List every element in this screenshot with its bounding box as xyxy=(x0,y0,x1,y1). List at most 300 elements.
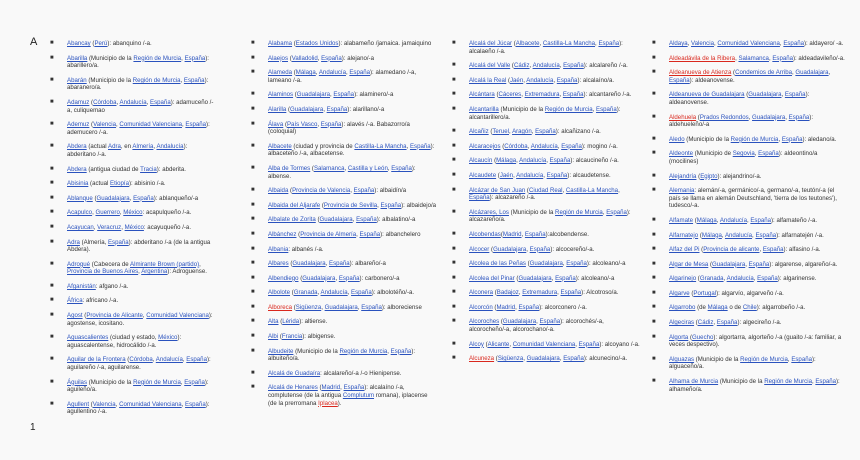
wiki-link[interactable]: Alcantarilla xyxy=(469,105,499,113)
wiki-link[interactable]: España xyxy=(791,355,812,363)
wiki-link[interactable]: España xyxy=(185,121,207,129)
entry-text: ): aguascalentense, hidrocálido /-a. xyxy=(67,334,182,349)
wiki-link[interactable]: España xyxy=(596,105,617,113)
wiki-link[interactable]: Guadalajara xyxy=(712,260,746,268)
entry-text: ): alejandrino/-a. xyxy=(717,172,762,180)
wiki-link[interactable]: Comunidad Valenciana xyxy=(717,40,780,47)
wiki-link[interactable]: España xyxy=(748,260,770,268)
wiki-link[interactable]: España xyxy=(563,62,584,70)
entry-text: , xyxy=(557,142,562,150)
wiki-link[interactable]: España xyxy=(561,142,582,150)
wiki-link[interactable]: Valencia xyxy=(92,400,116,408)
wiki-link[interactable]: Málaga xyxy=(696,216,717,224)
wiki-link[interactable]: Aldaya xyxy=(669,40,688,47)
wiki-link[interactable]: Cáceres xyxy=(498,91,522,99)
wiki-link[interactable]: España xyxy=(784,91,806,99)
wiki-link[interactable]: España xyxy=(359,230,381,238)
wiki-link[interactable]: Albalate de Zorita xyxy=(268,216,316,224)
wiki-link[interactable]: México xyxy=(123,209,143,217)
wiki-link[interactable]: España xyxy=(781,135,803,143)
wiki-link[interactable]: España xyxy=(566,260,587,268)
entry-text: , xyxy=(377,201,381,209)
wiki-link[interactable]: Guerrero xyxy=(95,209,120,217)
wiki-link[interactable]: España xyxy=(578,340,600,348)
wiki-link[interactable]: Aldeanueva de Guadalajara xyxy=(669,91,745,99)
wiki-link[interactable]: Segovia xyxy=(732,150,755,158)
wiki-link[interactable]: España xyxy=(750,216,772,224)
wiki-link[interactable]: Albaida xyxy=(268,187,289,195)
wiki-link[interactable]: Región de Murcia xyxy=(544,105,593,113)
wiki-link[interactable]: Algeciras xyxy=(669,319,695,327)
entry-text: ): abderitano /-a (de la antigua Abdera). xyxy=(67,238,211,254)
wiki-link[interactable]: Albánchez xyxy=(268,230,297,238)
wiki-link[interactable]: Albania xyxy=(268,245,289,253)
wiki-link[interactable]: España xyxy=(333,91,355,99)
wiki-link[interactable]: Guadalajara xyxy=(752,113,786,121)
wiki-link[interactable]: Alcañiz xyxy=(469,128,489,136)
wiki-link[interactable]: Castilla y León xyxy=(347,164,388,172)
wiki-link[interactable]: España xyxy=(356,216,377,224)
wiki-link[interactable]: Guadalajara xyxy=(96,194,130,202)
wiki-link[interactable]: Provincia de Valencia xyxy=(292,187,351,195)
wiki-link[interactable]: España xyxy=(562,91,584,99)
wiki-link[interactable]: España xyxy=(757,275,778,283)
list-item xyxy=(452,303,641,312)
wiki-link[interactable]: Alcaucín xyxy=(469,157,493,165)
wiki-link[interactable]: España xyxy=(390,347,412,355)
wiki-link[interactable]: España xyxy=(349,69,371,77)
missing-page-link[interactable]: Aldeanueva de Atienza xyxy=(669,69,732,77)
wiki-link[interactable]: España xyxy=(107,238,129,246)
entry-text: ( xyxy=(514,274,519,282)
wiki-link[interactable]: Guadalajara xyxy=(502,318,537,326)
wiki-link[interactable]: Abisinia xyxy=(67,180,89,188)
wiki-link[interactable]: España xyxy=(409,142,431,150)
wiki-link[interactable]: España xyxy=(560,289,582,297)
wiki-link[interactable]: Sigüenza xyxy=(295,303,322,311)
wiki-link[interactable]: España xyxy=(755,231,777,239)
wiki-link[interactable]: Córdoba xyxy=(93,98,117,106)
bullet-icon: ■ xyxy=(452,303,456,310)
wiki-link[interactable]: Alfamate xyxy=(669,216,694,224)
bullet-icon: ■ xyxy=(452,318,456,325)
entry-text: , xyxy=(553,76,557,84)
wiki-link[interactable]: España xyxy=(669,76,690,84)
wiki-link[interactable]: Alhama de Murcia xyxy=(669,378,719,386)
wiki-link[interactable]: España xyxy=(343,384,365,392)
wiki-link[interactable]: España xyxy=(606,208,627,216)
wiki-link[interactable]: Alcorcón xyxy=(469,303,493,311)
wiki-link[interactable]: Guecho xyxy=(692,333,714,341)
wiki-link[interactable]: Algorta xyxy=(669,333,689,341)
wiki-link[interactable]: Albares xyxy=(268,260,289,268)
wiki-link[interactable]: España xyxy=(563,355,584,363)
wiki-link[interactable]: Málaga xyxy=(295,69,316,77)
wiki-link[interactable]: Región de Murcia xyxy=(132,76,181,84)
wiki-link[interactable]: Ablanque xyxy=(67,194,93,202)
wiki-link[interactable]: Guadalajara xyxy=(324,303,358,311)
wiki-link[interactable]: España xyxy=(353,187,375,195)
bullet-icon: ■ xyxy=(452,274,456,281)
wiki-link[interactable]: España xyxy=(549,157,571,165)
wiki-link[interactable]: Alcoy xyxy=(469,340,484,348)
entry-text: , xyxy=(527,142,531,150)
wiki-link[interactable]: España xyxy=(535,128,556,136)
wiki-link[interactable]: Álava xyxy=(268,120,284,128)
wiki-link[interactable]: España xyxy=(150,98,171,106)
wiki-link[interactable]: España xyxy=(186,356,207,364)
entry-text: , xyxy=(618,186,620,194)
wiki-link[interactable]: Madrid xyxy=(502,230,522,238)
wiki-link[interactable]: Granada xyxy=(699,275,724,283)
wiki-link[interactable]: Andalucía xyxy=(530,142,558,150)
wiki-link[interactable]: España xyxy=(133,194,154,202)
wiki-link[interactable]: Provincia de Buenos Aires xyxy=(67,268,139,276)
wiki-link[interactable]: Comunidad Valenciana xyxy=(146,312,209,320)
wiki-link[interactable]: Algarinejo xyxy=(669,275,697,283)
wiki-link[interactable]: Salamanca xyxy=(313,164,345,172)
entry-text: , xyxy=(129,194,134,202)
wiki-link[interactable]: España xyxy=(716,319,738,327)
wiki-link[interactable]: Alarilla xyxy=(268,105,287,113)
wiki-link[interactable]: Adamuz xyxy=(67,98,90,106)
missing-page-link[interactable]: Alcuneza xyxy=(469,355,495,363)
entry-text: ): aledano/a. xyxy=(802,135,837,143)
list-item xyxy=(251,369,438,378)
wiki-link[interactable]: Alcoroches xyxy=(469,318,500,326)
wiki-link[interactable]: España xyxy=(351,289,372,297)
wiki-link[interactable]: Málaga xyxy=(707,304,728,312)
wiki-link[interactable]: Alejandría xyxy=(669,172,697,180)
wiki-link[interactable]: España xyxy=(598,40,620,47)
wiki-link[interactable]: Adra xyxy=(67,238,80,246)
wiki-link[interactable]: Salamanca xyxy=(738,54,769,62)
wiki-link[interactable]: España xyxy=(320,120,342,128)
wiki-link[interactable]: España xyxy=(555,274,576,282)
wiki-link[interactable]: Andalucía xyxy=(726,275,754,283)
wiki-link[interactable]: Alcalá de Guadaíra xyxy=(268,369,321,377)
column-3 xyxy=(452,40,641,370)
wiki-link[interactable]: Alameda xyxy=(268,69,293,77)
wiki-link[interactable]: España xyxy=(184,378,205,386)
wiki-link[interactable]: Etiopía xyxy=(110,180,130,188)
wiki-link[interactable]: Perú xyxy=(94,40,108,47)
wiki-link[interactable]: Madrid xyxy=(321,384,341,392)
wiki-link[interactable]: Albudeite xyxy=(268,347,294,355)
wiki-link[interactable]: Aragón xyxy=(512,128,532,136)
wiki-link[interactable]: Castilla-La Mancha xyxy=(354,142,407,150)
page-number: 1 xyxy=(30,422,36,433)
wiki-link[interactable]: Castilla-La Mancha xyxy=(542,40,596,47)
wiki-link[interactable]: Abarán xyxy=(67,76,87,84)
wiki-link[interactable]: Andalucía xyxy=(320,289,348,297)
wiki-link[interactable]: Córdoba xyxy=(504,142,528,150)
missing-page-link[interactable]: Iplacea xyxy=(318,399,338,407)
wiki-link[interactable]: Guadalajara xyxy=(319,216,353,224)
wiki-link[interactable]: Jaén xyxy=(510,76,524,84)
missing-page-link[interactable]: Alboreca xyxy=(268,303,293,311)
wiki-link[interactable]: Jaén xyxy=(499,171,514,179)
wiki-link[interactable]: Badajoz xyxy=(496,289,519,297)
wiki-link[interactable]: España xyxy=(788,113,810,121)
entry-text: ): abderita. xyxy=(156,165,186,173)
wiki-link[interactable]: Alcázar de San Juan xyxy=(469,186,526,194)
wiki-link[interactable]: Comunidad Valenciana xyxy=(119,121,182,129)
wiki-link[interactable]: Extremadura xyxy=(522,289,558,297)
wiki-link[interactable]: Almería xyxy=(132,143,154,151)
wiki-link[interactable]: Málaga xyxy=(496,157,517,165)
wiki-link[interactable]: Valencia xyxy=(691,40,714,47)
wiki-link[interactable]: Veracruz xyxy=(97,223,122,231)
wiki-link[interactable]: Francia xyxy=(281,333,303,341)
wiki-link[interactable]: Alcolea de las Peñas xyxy=(469,260,526,268)
wiki-link[interactable]: Abdera xyxy=(67,165,87,173)
wiki-link[interactable]: España xyxy=(524,230,546,238)
wiki-link[interactable]: Alfarnatejo xyxy=(669,231,699,239)
wiki-link[interactable]: Andalucía xyxy=(532,62,560,70)
wiki-link[interactable]: Andalucía xyxy=(119,98,147,106)
wiki-link[interactable]: Andalucía xyxy=(516,171,544,179)
wiki-link[interactable]: Alcolea del Pinar xyxy=(469,274,515,282)
wiki-link[interactable]: Lérida xyxy=(282,318,300,326)
wiki-link[interactable]: España xyxy=(329,260,350,268)
wiki-link[interactable]: Provincia de Almería xyxy=(300,230,357,238)
list-item xyxy=(50,334,215,349)
wiki-link[interactable]: Guadalajara xyxy=(493,245,527,253)
entry-text: ): alcalaeño /-a. xyxy=(469,40,623,55)
wiki-link[interactable]: Región de Murcia xyxy=(730,135,779,143)
bullet-icon: ■ xyxy=(652,378,656,385)
wiki-link[interactable]: España xyxy=(518,303,540,311)
wiki-link[interactable]: España xyxy=(762,246,784,254)
wiki-link[interactable]: Alcobendas xyxy=(469,230,501,238)
wiki-link[interactable]: Argentina xyxy=(141,268,168,276)
wiki-link[interactable]: España xyxy=(326,105,348,113)
wiki-link[interactable]: Valencia xyxy=(93,121,117,129)
entry-text: ( xyxy=(315,216,320,224)
wiki-link[interactable]: Teruel xyxy=(492,128,509,136)
wiki-link[interactable]: Alcalá del Júcar xyxy=(469,40,513,47)
wiki-link[interactable]: Abarilla xyxy=(67,54,88,62)
wiki-link[interactable]: Alguazas xyxy=(669,355,695,363)
wiki-link[interactable]: Alcalá del Valle xyxy=(469,62,511,70)
wiki-link[interactable]: Alfaz del Pi xyxy=(669,246,700,254)
wiki-link[interactable]: Alcaracejos xyxy=(469,142,501,150)
wiki-link[interactable]: Granada xyxy=(293,289,318,297)
wiki-link[interactable]: España xyxy=(469,194,490,202)
wiki-link[interactable]: Guadalajara xyxy=(296,91,330,99)
wiki-link[interactable]: Alicante xyxy=(487,340,510,348)
wiki-link[interactable]: Alcántara xyxy=(469,91,495,99)
wiki-link[interactable]: Extremadura xyxy=(524,91,560,99)
wiki-link[interactable]: Comunidad Valenciana xyxy=(119,400,182,408)
entry-text: , xyxy=(180,378,185,386)
entry-text: , xyxy=(781,91,785,99)
wiki-link[interactable]: Aledo xyxy=(669,135,685,143)
wiki-link[interactable]: Abdera xyxy=(67,143,87,151)
wiki-link[interactable]: España xyxy=(338,274,360,282)
wiki-link[interactable]: Córdoba xyxy=(129,356,153,364)
entry-text: ( xyxy=(483,340,488,348)
wiki-link[interactable]: España xyxy=(556,76,578,84)
wiki-link[interactable]: Madrid xyxy=(496,303,516,311)
wiki-link[interactable]: Andalucía xyxy=(719,216,747,224)
wiki-link[interactable]: Águilas xyxy=(67,378,87,386)
entry-text: ): alcaudetense. xyxy=(567,171,611,179)
wiki-link[interactable]: Agullent xyxy=(67,400,90,408)
wiki-link[interactable]: España xyxy=(183,76,205,84)
wiki-link[interactable]: Guadalajara xyxy=(518,274,552,282)
wiki-link[interactable]: Alaejos xyxy=(268,54,288,62)
list-item xyxy=(50,76,215,92)
wiki-link[interactable]: Almirante Brown (partido) xyxy=(130,260,200,268)
wiki-link[interactable]: Algar de Mesa xyxy=(669,260,709,268)
wiki-link[interactable]: Alcaudete xyxy=(469,171,497,179)
wiki-link[interactable]: Alcázares, Los xyxy=(469,208,509,216)
wiki-link[interactable]: Málaga xyxy=(701,231,722,239)
wiki-link[interactable]: Cádiz xyxy=(513,62,530,70)
entry-text: , xyxy=(735,54,739,62)
wiki-link[interactable]: Guadalajara xyxy=(292,260,326,268)
wiki-link[interactable]: Guadalajara xyxy=(748,91,782,99)
bullet-icon: ■ xyxy=(652,355,656,362)
wiki-link[interactable]: Albaida del Aljarafe xyxy=(268,201,321,209)
wiki-link[interactable]: Alba de Tormes xyxy=(268,164,311,172)
wiki-link[interactable]: Andalucía xyxy=(318,69,346,77)
wiki-link[interactable]: Región de Murcia xyxy=(740,355,788,363)
wiki-link[interactable]: Andalucía xyxy=(519,157,547,165)
wiki-link[interactable]: Egipto xyxy=(700,172,718,180)
wiki-link[interactable]: Chile xyxy=(742,304,757,312)
wiki-link[interactable]: España xyxy=(361,303,382,311)
wiki-link[interactable]: Aldeonte xyxy=(669,150,694,158)
wiki-link[interactable]: Guadalajara xyxy=(529,260,563,268)
wiki-link[interactable]: Guadalajara xyxy=(290,105,324,113)
entry-text: , xyxy=(529,62,533,70)
wiki-link[interactable]: África xyxy=(67,297,83,305)
wiki-link[interactable]: Alcocer xyxy=(469,245,490,253)
wiki-link[interactable]: España xyxy=(184,54,206,62)
wiki-link[interactable]: Alcalá la Real xyxy=(469,76,507,84)
wiki-link[interactable]: Guadalajara xyxy=(302,274,336,282)
wiki-link[interactable]: Andalucía xyxy=(526,76,554,84)
wiki-link[interactable]: Región de Murcia xyxy=(133,54,182,62)
wiki-link[interactable]: País Vasco xyxy=(286,120,318,128)
wiki-link[interactable]: Ciudad Real xyxy=(528,186,563,194)
wiki-link[interactable]: Provincia de Alicante xyxy=(86,312,143,320)
wiki-link[interactable]: Andalucía xyxy=(156,143,184,151)
wiki-link[interactable]: España xyxy=(546,171,568,179)
list-item xyxy=(251,384,438,407)
wiki-link[interactable]: Comunidad Valenciana xyxy=(512,340,576,348)
wiki-link[interactable]: Andalucía xyxy=(724,231,753,239)
wiki-link[interactable]: Alta xyxy=(268,318,279,326)
wiki-link[interactable]: Cádiz xyxy=(697,319,714,327)
wiki-link[interactable]: Algarve xyxy=(669,289,690,297)
wiki-link[interactable]: España xyxy=(321,54,342,62)
wiki-link[interactable]: Región de Murcia xyxy=(339,347,388,355)
wiki-link[interactable]: España xyxy=(758,150,779,158)
wiki-link[interactable]: Adra xyxy=(108,143,121,151)
wiki-link[interactable]: Prados Redondos xyxy=(699,113,749,121)
wiki-link[interactable]: Condemios de Arriba xyxy=(735,69,792,77)
wiki-link[interactable]: España xyxy=(529,245,551,253)
wiki-link[interactable]: Acapulco xyxy=(67,209,93,217)
entry-text: ( xyxy=(500,230,503,238)
wiki-link[interactable]: España xyxy=(380,201,402,209)
list-item xyxy=(251,105,438,114)
wiki-link[interactable]: Ademuz xyxy=(67,121,90,129)
wiki-link[interactable]: Provincia de alicante xyxy=(703,246,760,254)
wiki-link[interactable]: Región de Murcia xyxy=(133,378,181,386)
wiki-link[interactable]: México xyxy=(124,223,144,231)
wiki-link[interactable]: Tracia xyxy=(140,165,157,173)
wiki-link[interactable]: Albi xyxy=(268,333,279,341)
wiki-link[interactable]: Sigüenza xyxy=(497,355,524,363)
wiki-link[interactable]: Alaminos xyxy=(268,91,294,99)
bullet-icon: ■ xyxy=(652,304,656,311)
entry-text: ): aguilareño /-a, aguilarense. xyxy=(67,356,211,372)
wiki-link[interactable]: Alabama xyxy=(268,40,293,47)
wiki-link[interactable]: Aguascalientes xyxy=(67,334,109,342)
wiki-link[interactable]: España xyxy=(539,318,561,326)
wiki-link[interactable]: Albendiego xyxy=(268,274,299,282)
wiki-link[interactable]: Región de Murcia xyxy=(764,378,812,386)
wiki-link[interactable]: Albacete xyxy=(515,40,540,47)
wiki-link[interactable]: Estados Unidos xyxy=(295,40,339,47)
entry-text: ): alhameño/a. xyxy=(669,378,840,393)
wiki-link[interactable]: Valladolid xyxy=(291,54,318,62)
wiki-link[interactable]: México xyxy=(158,334,178,342)
entry-text: , xyxy=(387,347,391,355)
wiki-link[interactable]: España xyxy=(772,54,794,62)
wiki-link[interactable]: Castilla-La Mancha xyxy=(565,186,619,194)
wiki-link[interactable]: Afganistán xyxy=(67,282,96,290)
wiki-link[interactable]: Región de Murcia xyxy=(555,208,603,216)
wiki-link[interactable]: Albacete xyxy=(268,142,292,150)
entry-text: (Municipio de la xyxy=(87,378,134,386)
wiki-link[interactable]: Provincia de Sevilla xyxy=(323,201,378,209)
wiki-link[interactable]: Guadalajara xyxy=(795,69,829,77)
wiki-link[interactable]: Albolote xyxy=(268,289,291,297)
wiki-link[interactable]: Alconera xyxy=(469,289,494,297)
missing-page-link[interactable]: Aldehuela xyxy=(669,113,697,121)
list-item xyxy=(251,91,438,99)
wiki-link[interactable]: España xyxy=(815,378,837,386)
wiki-link[interactable]: España xyxy=(391,164,412,172)
bullet-icon: ■ xyxy=(652,333,656,340)
wiki-link[interactable]: España xyxy=(783,40,804,47)
wiki-link[interactable]: España xyxy=(185,400,206,408)
bullet-icon: ■ xyxy=(251,201,255,208)
entry-text: , xyxy=(559,355,564,363)
missing-page-link[interactable]: Aldeadávila de la Ribera xyxy=(669,54,736,62)
wiki-link[interactable]: Portugal xyxy=(693,289,717,297)
wiki-link[interactable]: Alcalá de Henares xyxy=(268,384,318,392)
wiki-link[interactable]: Guadalajara xyxy=(526,355,560,363)
wiki-link[interactable]: Agost xyxy=(67,312,83,320)
wiki-link[interactable]: Acayucan xyxy=(67,223,94,231)
wiki-link[interactable]: Alemania xyxy=(669,187,695,195)
wiki-link[interactable]: Algarrobo xyxy=(669,304,696,312)
wiki-link[interactable]: Andalucía xyxy=(155,356,183,364)
wiki-link[interactable]: Adrogué xyxy=(67,260,91,268)
bullet-icon: ■ xyxy=(50,194,54,201)
bullet-icon: ■ xyxy=(452,230,456,237)
wiki-link[interactable]: Abancay xyxy=(67,40,91,47)
wiki-link[interactable]: Complutum xyxy=(342,392,375,400)
wiki-link[interactable]: Aguilar de la Frontera xyxy=(67,356,126,364)
